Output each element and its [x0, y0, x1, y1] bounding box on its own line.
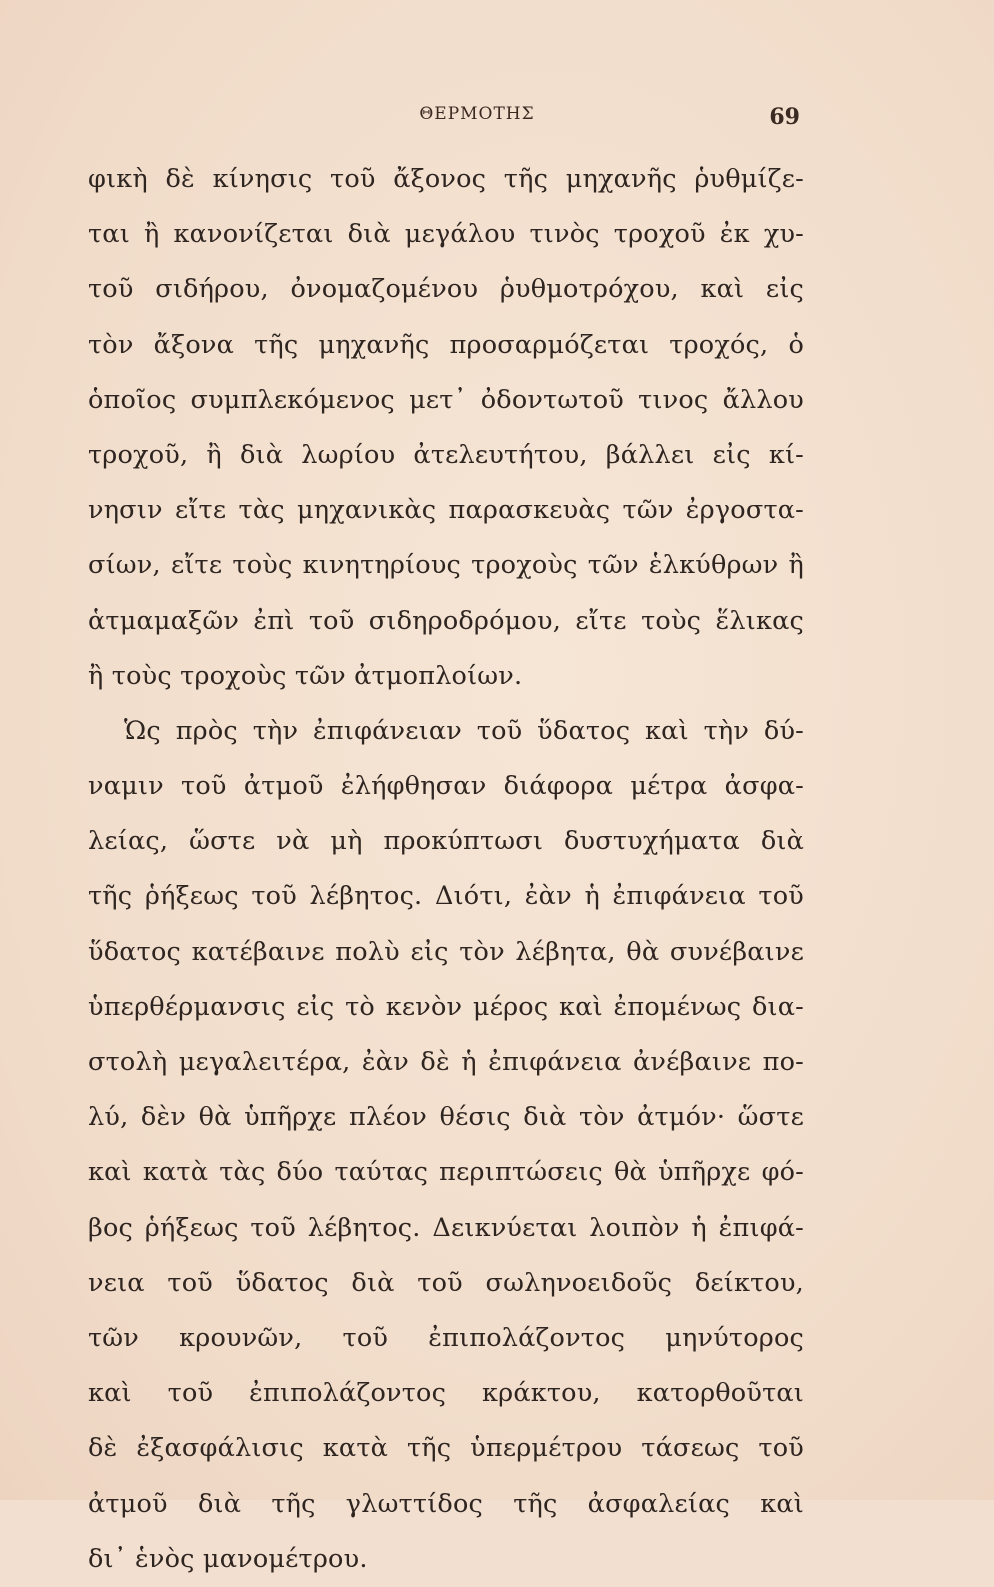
text-line: τροχοῦ, ἢ διὰ λωρίου ἀτελευτήτου, βάλλει εἰς κί-	[88, 439, 804, 470]
body-text	[88, 152, 804, 1587]
text-line: ται ἢ κανονίζεται διὰ μεγάλου τινὸς τροχοῦ ἐκ χυ-	[88, 219, 804, 250]
text-line: δι᾽ ἑνὸς μανομέτρου.	[88, 1543, 368, 1574]
running-head-title: ΘΕΡΜΟΤΗΣ	[419, 104, 535, 124]
text-line: δὲ ἐξασφάλισις κατὰ τῆς ὑπερμέτρου τάσεως τοῦ	[88, 1433, 804, 1464]
text-line: φικὴ δὲ κίνησις τοῦ ἄξονος τῆς μηχανῆς ῥυθμίζε-	[88, 164, 804, 194]
text-line: στολὴ μεγαλειτέρα, ἐὰν δὲ ἡ ἐπιφάνεια ἀνέβαινε πο-	[88, 1047, 804, 1077]
text-line: ναμιν τοῦ ἀτμοῦ ἐλήφθησαν διάφορα μέτρα ἀσφα-	[88, 771, 804, 802]
text-line: λύ, δὲν θὰ ὑπῆρχε πλέον θέσις διὰ τὸν ἀτμόν· ὥστε	[88, 1102, 804, 1133]
page-number: 69	[769, 104, 800, 130]
text-line: ἀτμοῦ διὰ τῆς γλωττίδος τῆς ἀσφαλείας καὶ	[88, 1488, 804, 1519]
running-head	[0, 104, 994, 144]
text-line: βος ῥήξεως τοῦ λέβητος. Δεικνύεται λοιπὸν ἡ ἐπιφά-	[88, 1212, 804, 1243]
text-line: ἢ τοὺς τροχοὺς τῶν ἀτμοπλοίων.	[88, 660, 523, 691]
text-line: νεια τοῦ ὕδατος διὰ τοῦ σωληνοειδοῦς δείκτου,	[88, 1267, 804, 1298]
text-line: τῶν κρουνῶν, τοῦ ἐπιπολάζοντος μηνύτορος	[88, 1322, 804, 1353]
text-line: νησιν εἴτε τὰς μηχανικὰς παρασκευὰς τῶν ἐργοστα-	[88, 495, 804, 526]
text-line: καὶ τοῦ ἐπιπολάζοντος κράκτου, κατορθοῦται	[88, 1378, 804, 1409]
text-line: ὑπερθέρμανσις εἰς τὸ κενὸν μέρος καὶ ἐπομένως δια-	[88, 991, 804, 1022]
text-line: τῆς ῥήξεως τοῦ λέβητος. Διότι, ἐὰν ἡ ἐπιφάνεια τοῦ	[88, 881, 804, 912]
text-line: ὁποῖος συμπλεκόμενος μετ᾽ ὀδοντωτοῦ τινος ἄλλου	[88, 384, 804, 415]
text-line: ἁτμαμαξῶν ἐπὶ τοῦ σιδηροδρόμου, εἴτε τοὺς ἕλικας	[88, 605, 804, 636]
text-line: καὶ κατὰ τὰς δύο ταύτας περιπτώσεις θὰ ὑπῆρχε φό-	[88, 1157, 804, 1188]
text-line: τὸν ἄξονα τῆς μηχανῆς προσαρμόζεται τροχός, ὁ	[88, 329, 804, 360]
text-line: τοῦ σιδήρου, ὀνομαζομένου ῥυθμοτρόχου, καὶ εἰς	[88, 274, 804, 305]
text-line: ὕδατος κατέβαινε πολὺ εἰς τὸν λέβητα, θὰ συνέβαινε	[88, 936, 804, 967]
text-line: λείας, ὥστε νὰ μὴ προκύπτωσι δυστυχήματα διὰ	[88, 826, 804, 857]
text-line: σίων, εἴτε τοὺς κινητηρίους τροχοὺς τῶν ἑλκύθρων ἢ	[88, 550, 804, 581]
text-line: Ὡς πρὸς τὴν ἐπιφάνειαν τοῦ ὕδατος καὶ τὴν δύ-	[124, 715, 804, 746]
